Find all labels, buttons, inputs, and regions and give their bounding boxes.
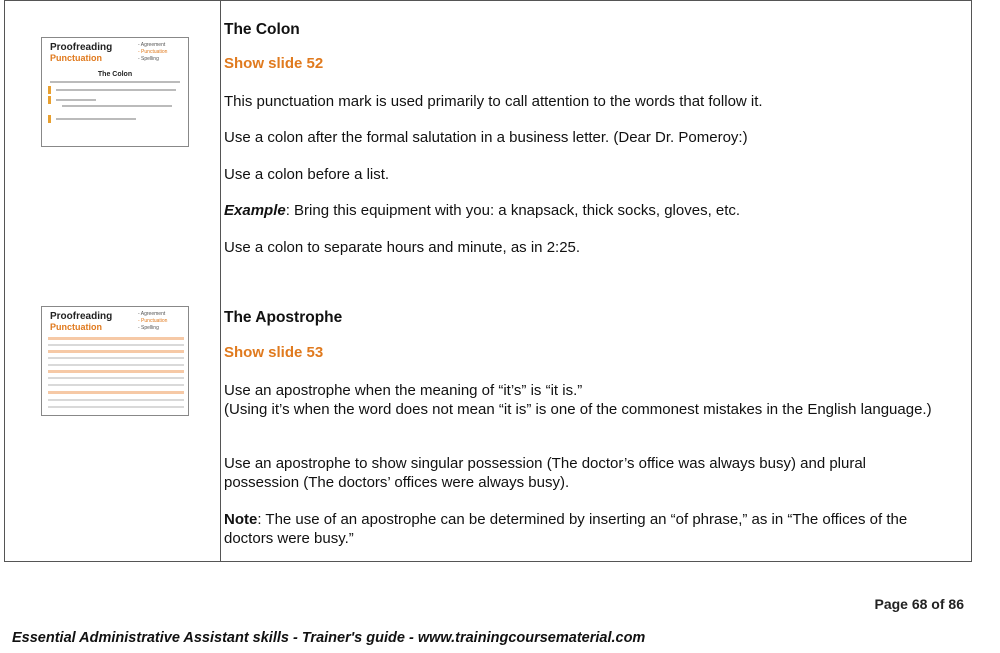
footer-text: Essential Administrative Assistant skills - Trainer's guide - www.trainingcoursematerial.com xyxy=(12,630,646,646)
thumb-bullet xyxy=(48,115,51,123)
page-number xyxy=(874,596,964,612)
thumb-title: Proofreading xyxy=(50,311,113,322)
thumb-heading: The Colon xyxy=(97,71,133,78)
page-total: 86 xyxy=(948,596,964,612)
thumb-table-row xyxy=(48,370,184,373)
thumb-text-line xyxy=(50,81,180,83)
thumb-table-row xyxy=(48,384,184,386)
colon-paragraph-5: Use a colon to separate hours and minute, as in 2:25. xyxy=(224,239,581,256)
colon-paragraph-2: Use a colon after the formal salutation in a business letter. (Dear Dr. Pomeroy:) xyxy=(224,129,748,146)
thumb-table-row xyxy=(48,350,184,353)
thumb-table-header xyxy=(48,337,184,340)
colon-heading: The Colon xyxy=(224,21,300,38)
thumb-link: - Punctuation xyxy=(138,49,168,55)
thumb-title: Proofreading xyxy=(50,42,113,53)
page-of: of xyxy=(927,596,949,612)
thumb-text-line xyxy=(56,118,136,120)
thumb-table-row xyxy=(48,377,184,379)
apostrophe-heading: The Apostrophe xyxy=(224,309,343,326)
thumb-table-row xyxy=(48,391,184,394)
thumb-table-row xyxy=(48,357,184,359)
slide-52-reference: Show slide 52 xyxy=(224,55,324,72)
thumb-subtitle: Punctuation xyxy=(50,53,102,63)
example-label: Example xyxy=(224,202,286,219)
colon-paragraph-3: Use a colon before a list. xyxy=(224,166,390,183)
slide-52-thumbnail xyxy=(41,37,189,147)
thumb-subtitle: Punctuation xyxy=(50,322,102,332)
colon-paragraph-1: This punctuation mark is used primarily to call attention to the words that follow it. xyxy=(224,93,763,110)
thumb-bullet xyxy=(48,96,51,104)
thumb-bullet xyxy=(48,86,51,94)
thumb-link: - Agreement xyxy=(138,311,166,317)
thumb-link: - Punctuation xyxy=(138,318,168,324)
example-text: : Bring this equipment with you: a knapsack, thick socks, gloves, etc. xyxy=(285,202,741,219)
thumb-table-row xyxy=(48,344,184,346)
note-text: : The use of an apostrophe can be determined by inserting an “of phrase,” as in “The offices of the doctors were busy.” xyxy=(224,511,908,547)
thumb-table-row xyxy=(48,406,184,408)
thumb-links xyxy=(138,42,167,63)
column-divider xyxy=(220,1,221,561)
thumb-link: - Spelling xyxy=(138,56,159,62)
apostrophe-paragraph-2: Use an apostrophe to show singular possession (The doctor’s office was always busy) and plural possession (The doctors’ offices were always busy). xyxy=(224,455,867,491)
note-label: Note xyxy=(224,511,258,528)
thumb-link: - Agreement xyxy=(138,42,166,48)
thumb-table-row xyxy=(48,399,184,401)
slide-53-thumbnail xyxy=(41,306,189,416)
page-current: 68 xyxy=(911,596,928,612)
thumb-links xyxy=(138,311,167,332)
apostrophe-paragraph-1-note: (Using it’s when the word does not mean “it is” is one of the commonest mistakes in the English language.) xyxy=(224,401,932,418)
colon-example xyxy=(224,201,944,220)
slide-53-reference: Show slide 53 xyxy=(224,344,324,361)
thumb-text-line xyxy=(62,105,172,107)
apostrophe-paragraph-1-line: Use an apostrophe when the meaning of “it’s” is “it is.” xyxy=(224,382,583,399)
thumb-text-line xyxy=(56,99,96,101)
apostrophe-note xyxy=(224,510,944,548)
thumb-text-line xyxy=(56,89,176,91)
page-prefix: Page xyxy=(874,596,912,612)
thumb-table-row xyxy=(48,364,184,366)
apostrophe-paragraph-1 xyxy=(224,381,944,419)
thumb-link: - Spelling xyxy=(138,325,159,331)
